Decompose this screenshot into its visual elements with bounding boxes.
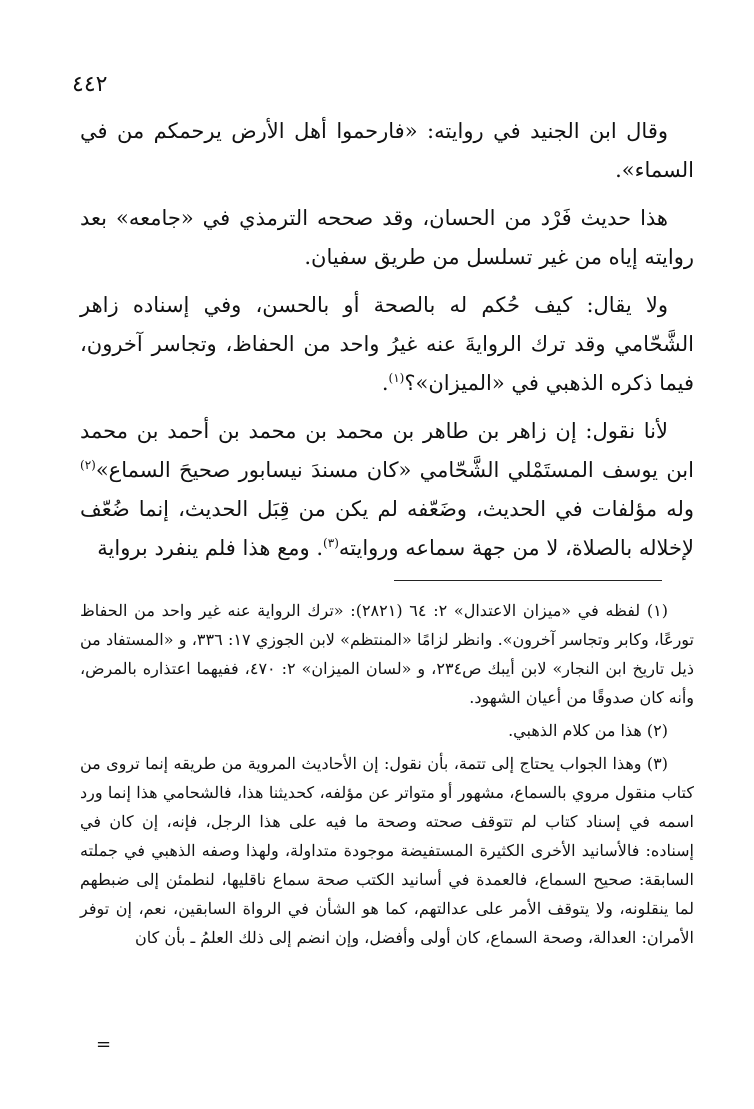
paragraph [80, 112, 694, 190]
paragraph: ولا يقال: كيف حُكم له بالصحة أو بالحسن، وفي إسناده زاهر الشَّحّامي وقد ترك الروايةَ عنه غيرُ واحد من الحفاظ، وتجاسر آخرون، فيما ذكره الذهبي في «الميزان»؟$^{(١)}$. [80, 293, 694, 395]
footnote-ref: (١) [388, 371, 405, 385]
paragraph-text: لأنا نقول: إن زاهر بن طاهر بن محمد بن محمد بن أحمد بن محمد ابن يوسف المستَمْلي الشَّحّامي «كان مسندَ نيسابور صحيحَ السماع» [80, 419, 694, 482]
continuation-mark: = [96, 1034, 112, 1055]
footnote: (١) لفظه في «ميزان الاعتدال» ٢: ٦٤ (٢٨٢١): «ترك الرواية عنه غير واحد من الحفاظ تورعًا، وكابر وتجاسر آخرون». وانظر لزامًا «المنتظم» لابن الجوزي ١٧: ٣٣٦، و «المستفاد من ذيل تاريخ ابن النجار» لابن أيبك ص٢٣٤، و «لسان الميزان» ٢: ٤٧٠، ففيهما اعتذاره بالمرض، وأنه كان صدوقًا من أعيان الشهود. [80, 601, 695, 707]
paragraph-text: وقال ابن الجنيد في روايته: «فارحموا أهل الأرض يرحمكم من في السماء». [80, 119, 694, 182]
footnote-ref: (٣) [323, 536, 339, 550]
footnote: (٣) وهذا الجواب يحتاج إلى تتمة، بأن نقول: إن الأحاديث المروية من طريقه إنما تروى من كتاب منقول مروي بالسماع، مشهور أو متواتر عن مؤلفه، كحديثنا هذا، فالشحامي هذا إنما ورد اسمه في إسناد كتاب لم تتوقف صحته وصحة ما فيه على هذا الرجل، فإنه، إن كان في إسناده: فالأسانيد الأخرى الكثيرة المستفيضة موجودة متداولة، ولهذا وصفه الذهبي في جملته السابقة: صحيح السماع، فالعمدة في أسانيد الكتب صحة سماع ناقليها، لنطمئن إلى ضبطهم لما ينقلونه، ولا يتوقف الأمر على عدالتهم، كما هو الشأن في الرواة السابقين، نعم، إن توفر الأمران: العدالة، وصحة السماع، كان أولى وأفضل، وإن انضم إلى ذلك العلمُ ـ بأن كان [80, 754, 694, 947]
page-number: ٤٤٢ [72, 72, 108, 97]
paragraph [80, 412, 694, 568]
paragraph-text: هذا حديث فَرْد من الحسان، وقد صححه الترمذي في «جامعه» بعد روايته إياه من غير تسلسل من طريق سفيان. [80, 206, 694, 269]
footnote-separator [394, 580, 662, 581]
paragraph-text: . ومع هذا فلم ينفرد برواية [97, 536, 324, 560]
paragraph-text: ولا يقال: كيف حُكم له بالصحة أو بالحسن، وفي إسناده زاهر الشَّحّامي وقد ترك الروايةَ عنه غيرُ واحد من الحفاظ، وتجاسر آخرون، فيما ذكره الذهبي في «الميزان»؟ [80, 293, 694, 395]
paragraph [80, 199, 694, 277]
footnote-ref: (٢) [80, 458, 96, 472]
footnotes [80, 596, 694, 956]
footnote: (٢) هذا من كلام الذهبي. [508, 721, 668, 740]
main-text [80, 112, 694, 582]
paragraph-text: وله مؤلفات في الحديث، وضَعّفه لم يكن من قِبَل الحديث، إنما ضُعّف لإخلاله بالصلاة، لا من جهة سماعه وروايته [80, 497, 694, 560]
